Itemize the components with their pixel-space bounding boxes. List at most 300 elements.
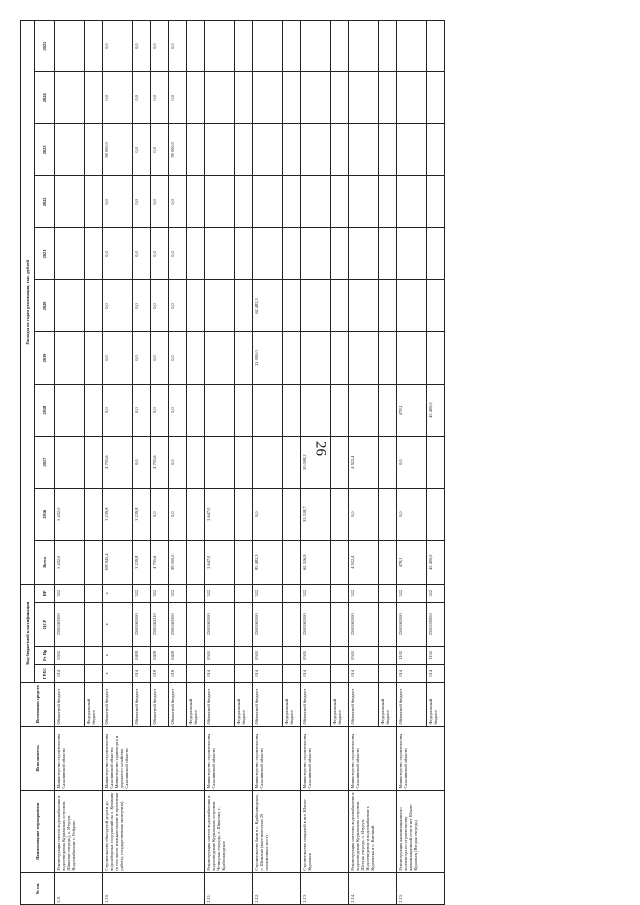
year-amount bbox=[379, 384, 397, 436]
total-amount: 4 922,4 bbox=[349, 540, 379, 584]
year-amount bbox=[283, 332, 301, 384]
vr-code: 522 bbox=[349, 584, 379, 602]
year-amount bbox=[187, 332, 205, 384]
vr-code: 522 bbox=[133, 584, 151, 602]
year-amount bbox=[301, 384, 331, 436]
year-amount bbox=[55, 21, 85, 72]
year-amount bbox=[331, 384, 349, 436]
year-amount bbox=[85, 280, 103, 332]
row-number: 2.12. bbox=[253, 872, 301, 904]
year-amount: 0,0 bbox=[133, 72, 151, 124]
year-amount: 478,1 bbox=[397, 384, 427, 436]
year-amount bbox=[85, 436, 103, 488]
year-amount: 5 432,0 bbox=[55, 488, 85, 540]
funding-source: Областной бюджет bbox=[301, 682, 331, 726]
measure-name: Строительство спиралей в пгт. Южно-Курильск bbox=[301, 790, 349, 872]
year-amount bbox=[331, 228, 349, 280]
year-amount bbox=[85, 488, 103, 540]
executor: Министерство строительства Сахалинской области bbox=[301, 726, 349, 790]
year-amount bbox=[283, 228, 301, 280]
year-amount: 0,0 bbox=[151, 488, 169, 540]
year-amount bbox=[349, 228, 379, 280]
budget-table-sheet bbox=[20, 20, 620, 905]
year-amount: 0,0 bbox=[133, 176, 151, 228]
year-amount bbox=[331, 21, 349, 72]
total-amount: 2 647,0 bbox=[205, 540, 235, 584]
year-amount bbox=[235, 124, 253, 176]
executor: Министерство строительства Сахалинской области; Министерство транспорта и дорожного хозяйства Сахалинской области bbox=[103, 726, 205, 790]
year-amount bbox=[283, 436, 301, 488]
year-amount bbox=[253, 124, 283, 176]
grbs-code: 018 bbox=[151, 664, 169, 682]
funding-source: Областной бюджет bbox=[349, 682, 379, 726]
rzpr-code: 0409 bbox=[133, 646, 151, 664]
year-amount: 0,0 bbox=[103, 176, 133, 228]
table-row bbox=[349, 21, 379, 905]
executor: Министерство строительства Сахалинской области bbox=[349, 726, 397, 790]
header-source: Источники средств bbox=[21, 682, 55, 726]
year-amount bbox=[55, 72, 85, 124]
total-amount: 65 526,9 bbox=[301, 540, 331, 584]
year-amount bbox=[397, 21, 427, 72]
funding-source: Федеральный бюджет bbox=[283, 682, 301, 726]
year-amount: 0,0 bbox=[133, 124, 151, 176]
year-amount bbox=[331, 124, 349, 176]
total-amount bbox=[283, 540, 301, 584]
year-amount bbox=[205, 72, 235, 124]
rzpr-code: 0502 bbox=[253, 646, 283, 664]
total-amount bbox=[379, 540, 397, 584]
total-amount: 4 705,6 bbox=[151, 540, 169, 584]
year-amount bbox=[253, 228, 283, 280]
year-amount bbox=[85, 21, 103, 72]
funding-source: Федеральный бюджет bbox=[187, 682, 205, 726]
year-amount: 0,0 bbox=[133, 21, 151, 72]
csr-code bbox=[85, 602, 103, 646]
table-row bbox=[253, 21, 283, 905]
csr-code: 2500263500 bbox=[253, 602, 283, 646]
year-amount bbox=[85, 332, 103, 384]
funding-source: Областной бюджет bbox=[133, 682, 151, 726]
vr-code bbox=[235, 584, 253, 602]
csr-code: 2500263210 bbox=[151, 602, 169, 646]
rzpr-code bbox=[379, 646, 397, 664]
year-amount bbox=[349, 384, 379, 436]
year-amount bbox=[205, 436, 235, 488]
year-amount bbox=[187, 176, 205, 228]
total-amount: 5 432,0 bbox=[55, 540, 85, 584]
vr-code bbox=[187, 584, 205, 602]
year-amount: 0,0 bbox=[103, 384, 133, 436]
year-amount: 0,0 bbox=[103, 332, 133, 384]
year-amount bbox=[397, 228, 427, 280]
row-number: 2.14. bbox=[349, 872, 397, 904]
header-expenses: Расходы по годам реализации, тыс. рублей bbox=[21, 21, 35, 585]
year-amount bbox=[379, 332, 397, 384]
year-amount: 0,0 bbox=[151, 332, 169, 384]
funding-source: Областной бюджет bbox=[397, 682, 427, 726]
executor: Министерство строительства Сахалинской области bbox=[205, 726, 253, 790]
year-amount bbox=[379, 21, 397, 72]
measure-name: Реконструкция системы водоснабжения и водоотведения Курильских островов. Шестая очередь, о. Итуруп. Водоотведение и водоснабжение г. Курильска и с. Китовый bbox=[349, 790, 397, 872]
funding-source: Областной бюджет bbox=[103, 682, 133, 726]
measure-name: Строительство бани в с. Крабозаводское, о. Шикотан (вместимостью 20 помывочных мест) bbox=[253, 790, 301, 872]
total-amount: 99 000,0 bbox=[169, 540, 187, 584]
year-amount: 35 518,7 bbox=[301, 488, 331, 540]
header-year: 2016 bbox=[35, 488, 55, 540]
year-amount: 62 482,3 bbox=[253, 280, 283, 332]
rzpr-code: 1102 bbox=[427, 646, 445, 664]
executor: Министерство строительства Сахалинской области bbox=[253, 726, 301, 790]
year-amount bbox=[85, 384, 103, 436]
grbs-code: 014 bbox=[133, 664, 151, 682]
year-amount bbox=[283, 176, 301, 228]
year-amount bbox=[349, 124, 379, 176]
year-amount bbox=[85, 228, 103, 280]
year-amount bbox=[349, 280, 379, 332]
row-number: 2.9. bbox=[55, 872, 103, 904]
vr-code bbox=[379, 584, 397, 602]
year-amount: 0,0 bbox=[151, 21, 169, 72]
year-amount bbox=[301, 332, 331, 384]
funding-source: Федеральный бюджет bbox=[331, 682, 349, 726]
year-amount: 0,0 bbox=[397, 488, 427, 540]
year-amount: 0,0 bbox=[253, 488, 283, 540]
year-amount: 3 239,8 bbox=[133, 488, 151, 540]
year-amount bbox=[187, 124, 205, 176]
header-year: 2020 bbox=[35, 280, 55, 332]
grbs-code bbox=[331, 664, 349, 682]
total-amount bbox=[187, 540, 205, 584]
grbs-code: 014 bbox=[397, 664, 427, 682]
year-amount: 0,0 bbox=[397, 436, 427, 488]
rzpr-code bbox=[235, 646, 253, 664]
year-amount bbox=[55, 436, 85, 488]
year-amount: 0,0 bbox=[169, 332, 187, 384]
year-amount: 0,0 bbox=[133, 436, 151, 488]
csr-code bbox=[283, 602, 301, 646]
year-amount bbox=[397, 72, 427, 124]
grbs-code bbox=[235, 664, 253, 682]
csr-code: 2500263500 bbox=[349, 602, 379, 646]
year-amount bbox=[331, 488, 349, 540]
year-amount bbox=[397, 332, 427, 384]
year-amount bbox=[427, 436, 445, 488]
year-amount bbox=[55, 384, 85, 436]
header-year: 2018 bbox=[35, 384, 55, 436]
vr-code bbox=[283, 584, 301, 602]
year-amount bbox=[427, 124, 445, 176]
grbs-code: 014 bbox=[301, 664, 331, 682]
year-amount bbox=[379, 176, 397, 228]
year-amount: 0,0 bbox=[169, 176, 187, 228]
year-amount bbox=[55, 280, 85, 332]
year-amount bbox=[283, 280, 301, 332]
year-amount: 3 239,8 bbox=[103, 488, 133, 540]
rzpr-code: 0502 bbox=[349, 646, 379, 664]
year-amount bbox=[55, 332, 85, 384]
rzpr-code bbox=[85, 646, 103, 664]
year-amount bbox=[235, 436, 253, 488]
funding-source: Областной бюджет bbox=[205, 682, 235, 726]
funding-source: Областной бюджет bbox=[151, 682, 169, 726]
measure-name: Строительство объезд-ной дороги до водозаборных сооружений на о. Кунашир (в том числе изыскательские и проектные работы, государственная экспертиза) bbox=[103, 790, 205, 872]
year-amount bbox=[187, 436, 205, 488]
executor: Министерство строительства Сахалинской области bbox=[55, 726, 103, 790]
total-amount: 108 945,4 bbox=[103, 540, 133, 584]
year-amount bbox=[379, 280, 397, 332]
rzpr-code: 0409 bbox=[169, 646, 187, 664]
year-amount: 0,0 bbox=[151, 176, 169, 228]
year-amount: 0,0 bbox=[169, 280, 187, 332]
year-amount: 0,0 bbox=[169, 384, 187, 436]
year-amount bbox=[187, 280, 205, 332]
csr-code: 2500263500 bbox=[301, 602, 331, 646]
csr-code bbox=[235, 602, 253, 646]
year-amount bbox=[205, 176, 235, 228]
year-amount: 0,0 bbox=[349, 488, 379, 540]
year-amount bbox=[379, 72, 397, 124]
header-rzpr: Рз Пр bbox=[35, 646, 55, 664]
csr-code: 2500250950 bbox=[427, 602, 445, 646]
year-amount bbox=[187, 228, 205, 280]
year-amount bbox=[85, 124, 103, 176]
year-amount: 99 000,0 bbox=[169, 124, 187, 176]
table-row bbox=[205, 21, 235, 905]
year-amount bbox=[331, 176, 349, 228]
year-amount bbox=[379, 436, 397, 488]
vr-code: 522 bbox=[151, 584, 169, 602]
grbs-code: 014 bbox=[205, 664, 235, 682]
vr-code: 522 bbox=[169, 584, 187, 602]
year-amount: 0,0 bbox=[169, 228, 187, 280]
csr-code: 2500263500 bbox=[205, 602, 235, 646]
csr-code: 2500263500 bbox=[133, 602, 151, 646]
year-amount bbox=[379, 228, 397, 280]
year-amount bbox=[397, 124, 427, 176]
year-amount bbox=[55, 228, 85, 280]
header-vr: ВР bbox=[35, 584, 55, 602]
year-amount bbox=[187, 384, 205, 436]
year-amount bbox=[205, 332, 235, 384]
funding-source: Федеральный бюджет bbox=[235, 682, 253, 726]
year-amount bbox=[187, 21, 205, 72]
year-amount bbox=[85, 176, 103, 228]
year-amount: 0,0 bbox=[151, 228, 169, 280]
total-amount bbox=[331, 540, 349, 584]
vr-code: 522 bbox=[427, 584, 445, 602]
year-amount bbox=[427, 488, 445, 540]
year-amount: 0,0 bbox=[169, 21, 187, 72]
year-amount: 0,0 bbox=[133, 280, 151, 332]
page-number: 26 bbox=[312, 441, 329, 456]
year-amount bbox=[55, 124, 85, 176]
year-amount bbox=[283, 488, 301, 540]
executor: Министерство строительства Сахалинской области bbox=[397, 726, 445, 790]
total-amount: 85 482,3 bbox=[253, 540, 283, 584]
year-amount: 0,0 bbox=[103, 280, 133, 332]
grbs-code: 014 bbox=[349, 664, 379, 682]
year-amount: 0,0 bbox=[133, 228, 151, 280]
year-amount bbox=[379, 124, 397, 176]
year-amount bbox=[331, 332, 349, 384]
grbs-code: 014 bbox=[427, 664, 445, 682]
measure-name: Реконструкция систем водоснабжения и водоотведения Курильских островов. Шикотан очередь), о. Итуруп. Водоснабжение с. Рейдово bbox=[55, 790, 103, 872]
year-amount bbox=[235, 280, 253, 332]
year-amount bbox=[235, 176, 253, 228]
header-year: 2025 bbox=[35, 21, 55, 72]
vr-code: 522 bbox=[55, 584, 85, 602]
year-amount bbox=[235, 332, 253, 384]
header-csr: ЦСР bbox=[35, 602, 55, 646]
year-amount: 21 000,0 bbox=[253, 332, 283, 384]
vr-code: 522 bbox=[301, 584, 331, 602]
header-num: № пп. bbox=[21, 872, 55, 904]
header-executor: Исполнитель bbox=[21, 726, 55, 790]
rzpr-code: x bbox=[103, 646, 133, 664]
row-number: 2.10. bbox=[103, 872, 205, 904]
year-amount bbox=[427, 21, 445, 72]
rzpr-code: 0502 bbox=[205, 646, 235, 664]
vr-code: 522 bbox=[205, 584, 235, 602]
year-amount bbox=[397, 176, 427, 228]
vr-code: 522 bbox=[253, 584, 283, 602]
year-amount bbox=[379, 488, 397, 540]
rzpr-code bbox=[187, 646, 205, 664]
year-amount: 4 922,4 bbox=[349, 436, 379, 488]
year-amount bbox=[55, 176, 85, 228]
header-year: 2022 bbox=[35, 176, 55, 228]
year-amount: 99 000,0 bbox=[103, 124, 133, 176]
year-amount bbox=[349, 176, 379, 228]
rzpr-code: 1102 bbox=[397, 646, 427, 664]
row-number: 2.11. bbox=[205, 872, 253, 904]
funding-source: Федеральный бюджет bbox=[427, 682, 445, 726]
year-amount bbox=[85, 72, 103, 124]
year-amount bbox=[235, 488, 253, 540]
year-amount bbox=[427, 280, 445, 332]
year-amount bbox=[205, 228, 235, 280]
year-amount bbox=[235, 21, 253, 72]
csr-code: x bbox=[103, 602, 133, 646]
grbs-code: 014 bbox=[55, 664, 85, 682]
year-amount: 4 705,6 bbox=[151, 436, 169, 488]
year-amount bbox=[331, 280, 349, 332]
year-amount bbox=[283, 72, 301, 124]
year-amount: 0,0 bbox=[169, 436, 187, 488]
year-amount bbox=[301, 72, 331, 124]
year-amount bbox=[301, 280, 331, 332]
year-amount bbox=[187, 72, 205, 124]
row-number: 2.13. bbox=[301, 872, 349, 904]
year-amount bbox=[253, 21, 283, 72]
year-amount bbox=[397, 280, 427, 332]
year-amount: 0,0 bbox=[151, 280, 169, 332]
year-amount bbox=[187, 488, 205, 540]
year-amount bbox=[331, 72, 349, 124]
funding-source: Областной бюджет bbox=[253, 682, 283, 726]
table-row bbox=[55, 21, 85, 905]
csr-code bbox=[187, 602, 205, 646]
year-amount bbox=[253, 436, 283, 488]
year-amount bbox=[205, 124, 235, 176]
year-amount: 0,0 bbox=[103, 72, 133, 124]
csr-code bbox=[331, 602, 349, 646]
grbs-code bbox=[379, 664, 397, 682]
table-row bbox=[103, 21, 133, 905]
year-amount: 0,0 bbox=[169, 72, 187, 124]
total-amount: 478,1 bbox=[397, 540, 427, 584]
vr-code bbox=[331, 584, 349, 602]
year-amount bbox=[283, 124, 301, 176]
year-amount: 0,0 bbox=[103, 21, 133, 72]
funding-source: Федеральный бюджет bbox=[85, 682, 103, 726]
total-amount: 3 239,8 bbox=[133, 540, 151, 584]
vr-code bbox=[85, 584, 103, 602]
year-amount: 45 400,0 bbox=[427, 384, 445, 436]
csr-code: 2500263500 bbox=[55, 602, 85, 646]
year-amount bbox=[253, 384, 283, 436]
rzpr-code bbox=[283, 646, 301, 664]
header-year: 2023 bbox=[35, 124, 55, 176]
funding-source: Областной бюджет bbox=[55, 682, 85, 726]
year-amount bbox=[427, 332, 445, 384]
total-amount bbox=[85, 540, 103, 584]
year-amount bbox=[427, 176, 445, 228]
header-year: 2021 bbox=[35, 228, 55, 280]
year-amount bbox=[427, 228, 445, 280]
grbs-code bbox=[85, 664, 103, 682]
measure-name: Реконструкция систем водоснабжения и водоотведения Курильских островов. Четвертая очередь, о. Шикотан, с. Крабозаводское bbox=[205, 790, 253, 872]
grbs-code: 014 bbox=[253, 664, 283, 682]
header-kbk: Код бюджетной классификации bbox=[21, 584, 35, 682]
year-amount: 2 647,0 bbox=[205, 488, 235, 540]
header-year: 2024 bbox=[35, 72, 55, 124]
year-amount: 0,0 bbox=[133, 384, 151, 436]
year-amount bbox=[301, 228, 331, 280]
grbs-code bbox=[187, 664, 205, 682]
year-amount: 0,0 bbox=[133, 332, 151, 384]
year-amount bbox=[253, 72, 283, 124]
year-amount: 0,0 bbox=[151, 384, 169, 436]
budget-table bbox=[20, 20, 445, 905]
funding-source: Федеральный бюджет bbox=[379, 682, 397, 726]
header-year: 2019 bbox=[35, 332, 55, 384]
year-amount bbox=[235, 72, 253, 124]
total-amount bbox=[235, 540, 253, 584]
table-row bbox=[397, 21, 427, 905]
table-row bbox=[301, 21, 331, 905]
year-amount: 0,0 bbox=[151, 72, 169, 124]
rzpr-code bbox=[331, 646, 349, 664]
rzpr-code: 0502 bbox=[55, 646, 85, 664]
rzpr-code: 0505 bbox=[301, 646, 331, 664]
year-amount bbox=[205, 21, 235, 72]
year-amount bbox=[301, 176, 331, 228]
year-amount bbox=[349, 21, 379, 72]
funding-source: Областной бюджет bbox=[169, 682, 187, 726]
year-amount bbox=[253, 176, 283, 228]
header-year: 2017 bbox=[35, 436, 55, 488]
year-amount bbox=[205, 384, 235, 436]
year-amount bbox=[283, 384, 301, 436]
year-amount bbox=[427, 72, 445, 124]
header-name: Наименование мероприятия bbox=[21, 790, 55, 872]
grbs-code bbox=[283, 664, 301, 682]
rzpr-code: 0409 bbox=[151, 646, 169, 664]
year-amount bbox=[349, 72, 379, 124]
year-amount bbox=[331, 436, 349, 488]
